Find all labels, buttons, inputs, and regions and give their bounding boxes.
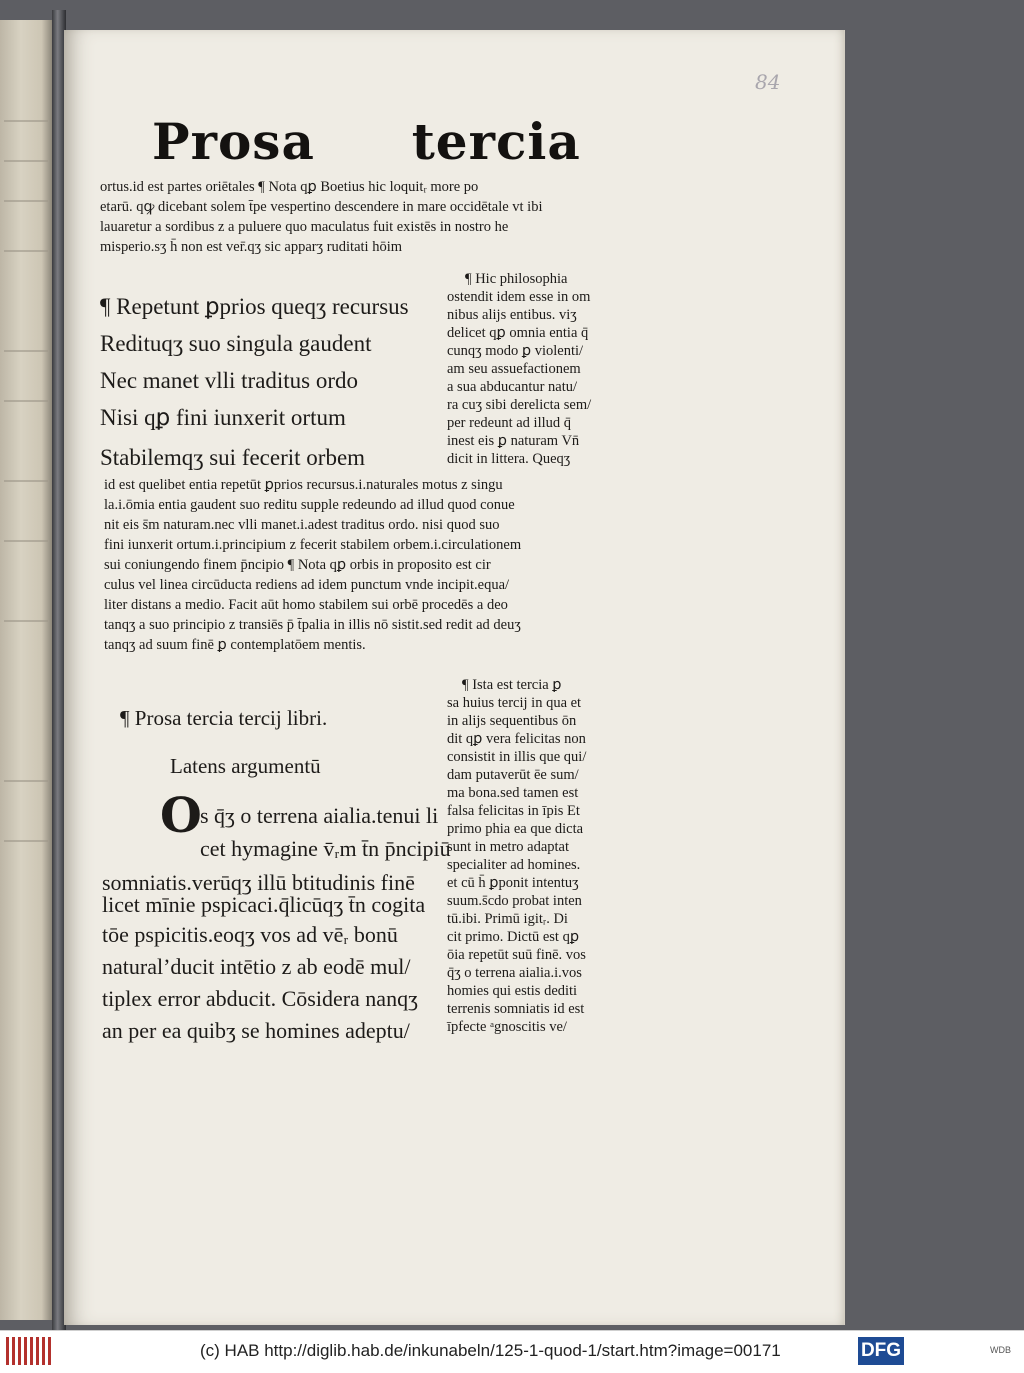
commentary-line: dit qꝑ vera felicitas non — [447, 731, 586, 747]
commentary-line: ōia repetūt suū finē. vos — [447, 947, 586, 963]
title-word-1: Prosa — [152, 112, 315, 171]
prose-line: an per ea quibʒ se homines adeptu/ — [102, 1018, 410, 1043]
dfg-logo-icon[interactable]: DFG — [858, 1337, 904, 1365]
title-word-2: tercia — [411, 112, 581, 171]
verse-line: Nisi qꝑ fini iunxerit ortum — [100, 405, 346, 430]
commentary-line: falsa felicitas in īpis Et — [447, 803, 580, 819]
gloss-line: sui coniungendo finem p̄ncipio ¶ Nota qꝑ orbis in proposito est cir — [104, 557, 491, 573]
citation-link[interactable]: (c) HAB http://diglib.hab.de/inkunabeln/125-1-quod-1/start.htm?image=00171 — [200, 1341, 781, 1360]
verse-line: ¶ Repetunt ꝑprios queqʒ recursus — [100, 294, 409, 319]
commentary-line: cit primo. Dictū est qꝑ — [447, 929, 580, 945]
commentary-line: dam putaverūt ēe sum/ — [447, 767, 579, 783]
prose-line: cet hymagine v̄ᵣm t̄n p̄ncipiū — [200, 836, 451, 861]
prose-line: somniatis.verūqʒ illū btitudinis finē — [102, 870, 415, 895]
section-heading: ¶ Prosa tercia tercij libri. — [120, 706, 328, 730]
commentary-line: ¶ Ista est tercia ꝑ — [462, 677, 562, 693]
prose-line: natural’ducit intētio z ab eodē mul/ — [102, 954, 411, 979]
folio-number: 84 — [755, 70, 781, 94]
commentary-line: in alijs sequentibus ōn — [447, 713, 577, 729]
commentary-line: inest eis ꝑ naturam Vn̄ — [447, 433, 580, 449]
commentary-line: am seu assuefactionem — [447, 361, 581, 377]
gloss-line: tanqʒ ad suum finē ꝑ contemplatōem mentis. — [104, 637, 366, 653]
verse-line: Nec manet vlli traditus ordo — [100, 368, 359, 393]
commentary-line: sa huius tercij in qua et — [447, 695, 582, 711]
prose-line: s q̄ʒ o terrena aialia.tenui li — [200, 803, 439, 828]
gloss-line: ortus.id est partes oriētales ¶ Nota qꝑ Boetius hic loquitᵣ more po — [100, 179, 479, 195]
prose-line: tiplex error abducit. Cōsidera nanqʒ — [102, 986, 418, 1011]
commentary-line: ma bona.sed tamen est — [447, 785, 579, 801]
commentary-line: tū.ibi. Primū igitᵣ. Di — [447, 911, 568, 927]
gloss-line: culus vel linea circūducta rediens ad idem punctum vnde incipit.equa/ — [104, 577, 510, 593]
viewer-footer — [0, 1330, 1024, 1373]
commentary-line: cunqʒ modo ꝑ violenti/ — [447, 343, 584, 359]
commentary-line: ra cuʒ sibi derelicta sem/ — [447, 397, 592, 413]
commentary-line: suum.s̄cdo probat inten — [447, 893, 582, 909]
verse-line: Redituqʒ suo singula gaudent — [100, 331, 372, 356]
commentary-line: per redeunt ad illud q̄ — [447, 415, 572, 431]
commentary-line: nibus alijs entibus. viʒ — [447, 307, 577, 323]
commentary-line: terrenis somniatis id est — [447, 1001, 585, 1017]
commentary-line: et cū h̄ ꝑponit intentuʒ — [447, 875, 579, 891]
gloss-line: lauaretur a sordibus z a puluere quo maculatus fuit existēs in nostro he — [100, 219, 509, 235]
drop-cap: O — [160, 788, 202, 844]
commentary-line: homies qui estis dediti — [447, 983, 578, 999]
commentary-line: dicit in littera. Queqʒ — [447, 451, 571, 467]
page-title — [152, 112, 581, 171]
prose-line: tōe pspicitis.eoqʒ vos ad vēᵣ bonū — [102, 922, 398, 947]
gloss-line: tanqʒ a suo principio z transiēs p̄ t̄palia in illis nō sistit.sed redit ad deuʒ — [104, 617, 521, 633]
verse-line: Stabilemqʒ sui fecerit orbem — [100, 445, 366, 470]
wdb-label: WDB — [990, 1345, 1011, 1355]
commentary-line: delicet qꝑ omnia entia q̄ — [447, 325, 589, 341]
commentary-line: īpfecte ᵃgnoscitis ve/ — [447, 1019, 567, 1035]
commentary-line: ¶ Hic philosophia — [465, 271, 568, 287]
hab-logo-icon[interactable] — [6, 1337, 51, 1365]
commentary-line: sunt in metro adaptat — [447, 839, 570, 855]
facing-page-edge — [0, 20, 52, 1320]
gloss-line: misperio.sʒ h̄ non est ver̄.qʒ sic apparʒ ruditati hōim — [100, 239, 403, 255]
commentary-line: specialiter ad homines. — [447, 857, 581, 873]
gloss-line: etarū. qꝙ dicebant solem t̄pe vespertino descendere in mare occidētale vt ibi — [100, 199, 543, 215]
gloss-line: la.i.ōmia entia gaudent suo reditu supple redeundo ad illud quod conue — [104, 497, 515, 513]
commentary-line: primo phia ea que dicta — [447, 821, 584, 837]
gloss-line: liter distans a medio. Facit aūt homo stabilem sui orbē procedēs a deo — [104, 597, 508, 613]
commentary-line: q̄ʒ o terrena aialia.i.vos — [447, 965, 582, 981]
commentary-line: a sua abducantur natu/ — [447, 379, 578, 395]
gloss-line: fini iunxerit ortum.i.principium z fecerit stabilem orbem.i.circulationem — [104, 537, 522, 553]
gloss-line: id est quelibet entia repetūt ꝑprios recursus.i.naturales motus z singu — [104, 477, 503, 493]
commentary-line: consistit in illis que qui/ — [447, 749, 587, 765]
gloss-line: nit eis s̄m naturam.nec vlli manet.i.adest traditus ordo. nisi quod suo — [104, 517, 500, 533]
argument-heading: Latens argumentū — [170, 754, 321, 778]
commentary-line: ostendit idem esse in om — [447, 289, 591, 305]
prose-line: licet mīnie pspicaci.q̄licūqʒ t̄n cogita — [102, 892, 426, 917]
